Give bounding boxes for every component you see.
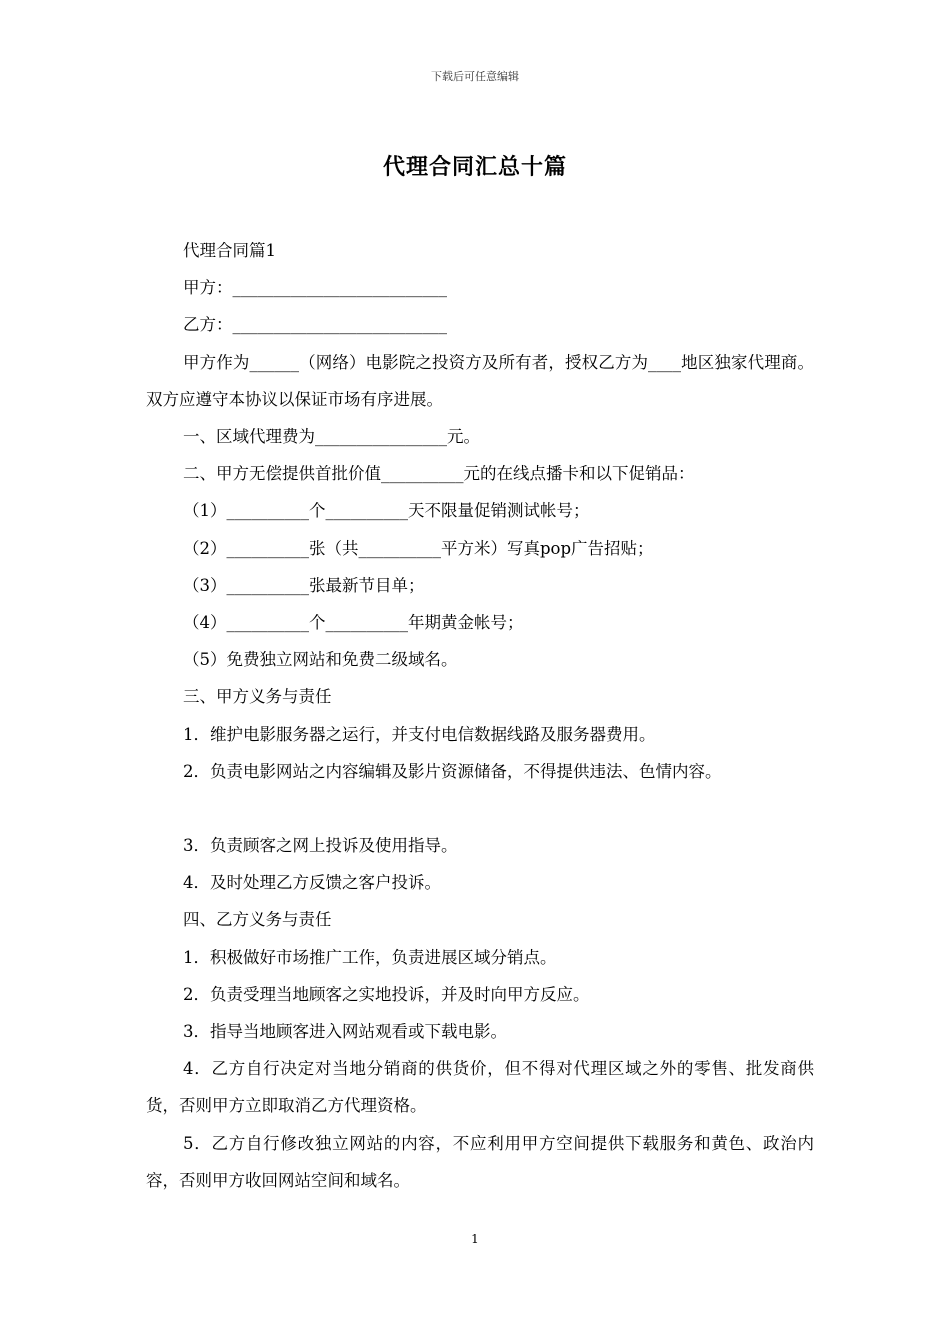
clause-3-heading: 三、甲方义务与责任 bbox=[183, 687, 332, 707]
page-header-note: 下载后可任意编辑 bbox=[431, 70, 519, 83]
clause-2-item-5: （5）免费独立网站和免费二级域名。 bbox=[183, 650, 458, 670]
document-body bbox=[146, 232, 814, 1199]
clause-3-item-1: 1．维护电影服务器之运行，并支付电信数据线路及服务器费用。 bbox=[183, 724, 656, 744]
clause-3-item-4: 4．及时处理乙方反馈之客户投诉。 bbox=[183, 873, 441, 893]
clause-4-item-3: 3．指导当地顾客进入网站观看或下载电影。 bbox=[183, 1022, 507, 1042]
clause-4-item-2: 2．负责受理当地顾客之实地投诉，并及时向甲方反应。 bbox=[183, 984, 590, 1004]
clause-2-item-4: （4）__________个__________年期黄金帐号； bbox=[183, 613, 524, 633]
clause-2: 二、甲方无偿提供首批价值__________元的在线点播卡和以下促销品： bbox=[183, 464, 695, 484]
intro-paragraph: 甲方作为______（网络）电影院之投资方及所有者，授权乙方为____地区独家代理商。双方应遵守本协议以保证市场有序进展。 bbox=[146, 352, 814, 409]
clause-2-item-3: （3）__________张最新节目单； bbox=[183, 575, 425, 595]
page-number: 1 bbox=[471, 1232, 479, 1246]
section-heading: 代理合同篇1 bbox=[183, 241, 276, 260]
document-title: 代理合同汇总十篇 bbox=[382, 154, 567, 180]
clause-1: 一、区域代理费为________________元。 bbox=[183, 427, 480, 447]
clause-3-item-3: 3．负责顾客之网上投诉及使用指导。 bbox=[183, 836, 458, 856]
clause-4-heading: 四、乙方义务与责任 bbox=[183, 910, 332, 930]
clause-4-item-1: 1．积极做好市场推广工作，负责进展区域分销点。 bbox=[183, 947, 557, 967]
clause-2-item-1: （1）__________个__________天不限量促销测试帐号； bbox=[183, 501, 590, 521]
party-b-line: 乙方：__________________________ bbox=[183, 315, 447, 335]
clause-3-item-2: 2．负责电影网站之内容编辑及影片资源储备，不得提供违法、色情内容。 bbox=[183, 761, 722, 781]
blank-line bbox=[146, 790, 814, 827]
party-a-line: 甲方：__________________________ bbox=[183, 278, 447, 298]
clause-4-item-5: 5．乙方自行修改独立网站的内容，不应利用甲方空间提供下载服务和黄色、政治内容，否则甲方收回网站空间和域名。 bbox=[146, 1133, 814, 1190]
clause-2-item-2: （2）__________张（共__________平方米）写真pop广告招贴； bbox=[183, 538, 654, 558]
clause-4-item-4: 4．乙方自行决定对当地分销商的供货价，但不得对代理区域之外的零售、批发商供货，否则甲方立即取消乙方代理资格。 bbox=[146, 1059, 814, 1116]
